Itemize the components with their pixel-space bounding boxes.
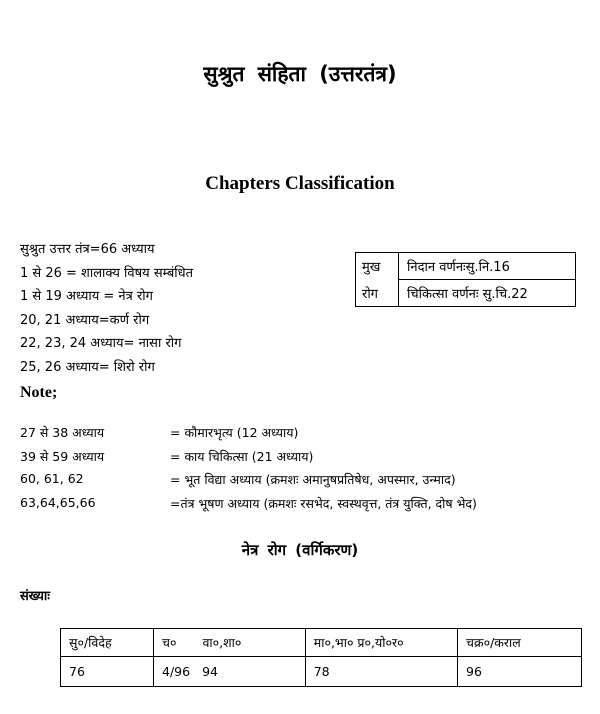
header-cell xyxy=(154,629,306,657)
chapter-list xyxy=(20,238,193,379)
header-cell: सु०/विदेह xyxy=(61,629,154,657)
note-desc: = भूत विद्या अध्याय (क्रमशः अमानुषप्रतिषेध, अपस्मार, उन्माद) xyxy=(170,472,456,487)
chapter-item: 25, 26 अध्याय= शिरो रोग xyxy=(20,359,155,375)
note-desc: = काय चिकित्सा (21 अध्याय) xyxy=(170,448,314,464)
chapter-item: 1 से 26 = शालाक्य विषय सम्बंधित xyxy=(20,265,194,281)
value-ch: 4/96 xyxy=(162,664,191,679)
header-ch: च० xyxy=(162,635,177,650)
netra-heading: नेत्र रोग (वर्गिकरण) xyxy=(241,541,359,559)
chapter-item: 22, 23, 24 अध्याय= नासा रोग xyxy=(20,336,182,351)
value-vagbhata: 94 xyxy=(202,664,218,679)
mukh-label: मुख xyxy=(356,253,399,280)
note-range: 39 से 59 अध्याय xyxy=(20,448,105,464)
note-desc: = कौमारभृत्य (12 अध्याय) xyxy=(170,425,299,440)
note-label: Note; xyxy=(20,384,58,401)
note-range: 63,64,65,66 xyxy=(20,494,96,510)
value-cell xyxy=(154,657,306,687)
mukh-row: चिकित्सा वर्णनः सु.चि.22 xyxy=(399,280,576,307)
mukh-rog-table xyxy=(355,252,576,307)
rog-label: रोग xyxy=(356,280,399,307)
value-cell: 96 xyxy=(458,657,582,687)
sankhya-label: संख्याः xyxy=(20,589,50,604)
mukh-row: निदान वर्णनःसु.नि.16 xyxy=(399,253,576,280)
chapter-item: 1 से 19 अध्याय = नेत्र रोग xyxy=(20,289,153,304)
value-cell: 78 xyxy=(305,657,457,687)
note-desc: =तंत्र भूषण अध्याय (क्रमशः रसभेद, स्वस्थवृत्त, तंत्र युक्ति, दोष भेद) xyxy=(170,495,477,511)
section-heading: Chapters Classification xyxy=(205,173,395,194)
header-vagbhata: वा०,शा० xyxy=(202,635,242,650)
header-cell: चक्र०/कराल xyxy=(458,629,582,657)
value-cell: 76 xyxy=(61,657,154,687)
table-header-row xyxy=(61,629,582,657)
note-range: 27 से 38 अध्याय xyxy=(20,425,105,440)
chapter-item: 20, 21 अध्याय=कर्ण रोग xyxy=(20,312,150,328)
table-row xyxy=(61,657,582,687)
header-cell: मा०,भा० प्र०,यो०र० xyxy=(305,629,457,657)
page-title: सुश्रुत संहिता (उत्तरतंत्र) xyxy=(203,62,397,86)
classification-table xyxy=(60,628,582,687)
chapter-item: सुश्रुत उत्तर तंत्र=66 अध्याय xyxy=(20,242,155,257)
note-range: 60, 61, 62 xyxy=(20,471,84,486)
